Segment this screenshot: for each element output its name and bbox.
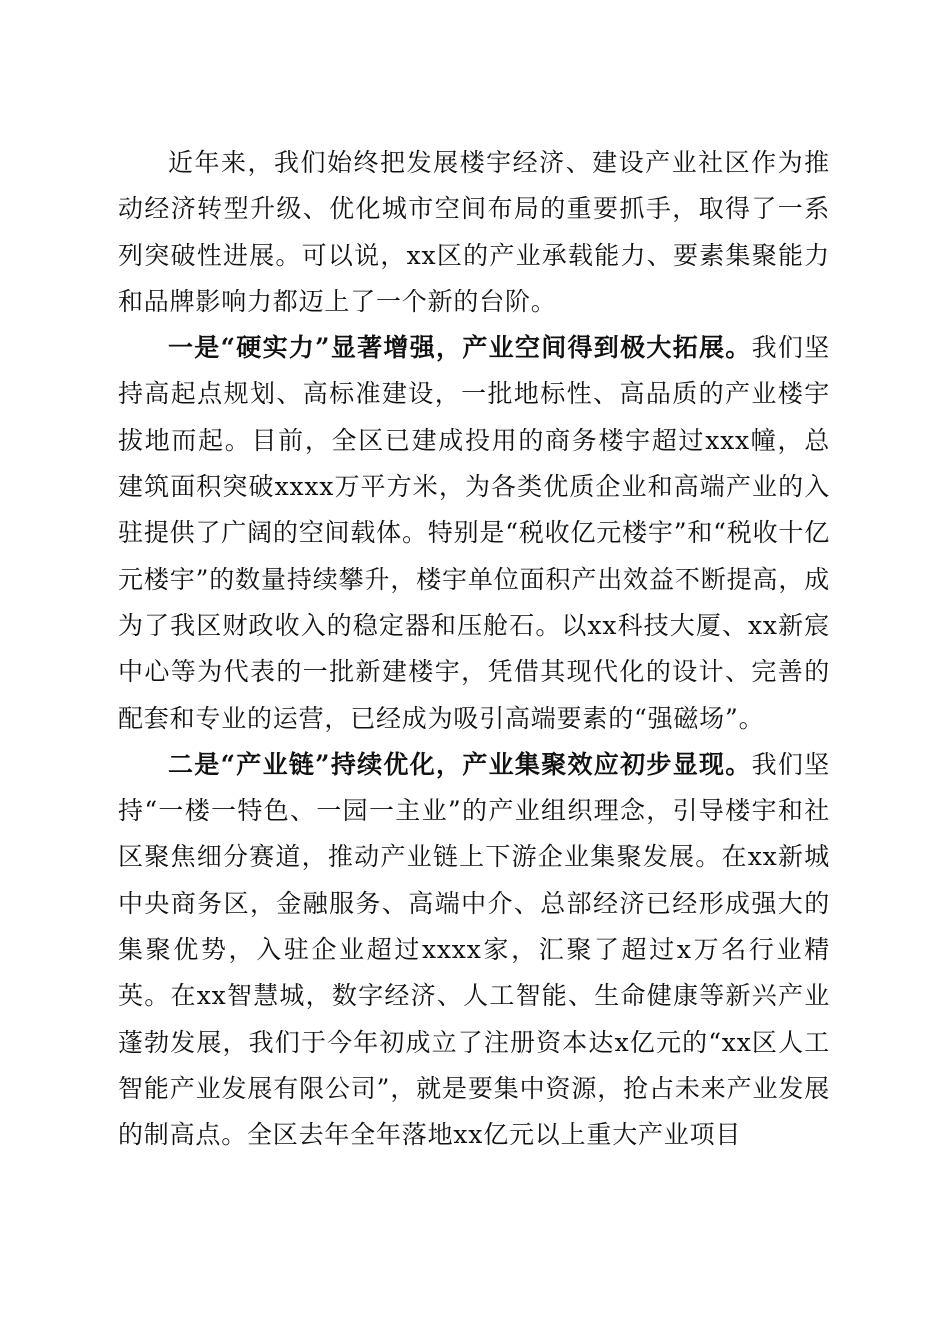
paragraph-industry-chain: [118, 742, 830, 1159]
paragraph-hard-power: [118, 325, 830, 742]
paragraph-intro-text: 近年来，我们始终把发展楼宇经济、建设产业社区作为推动经济转型升级、优化城市空间布局的重要抓手，取得了一系列突破性进展。可以说，xx区的产业承载能力、要素集聚能力和品牌影响力都迈上了一个新的台阶。: [118, 148, 830, 316]
document-body: [118, 140, 830, 1159]
paragraph-intro: [118, 140, 830, 325]
paragraph-hard-power-lead: 一是“硬实力”显著增强，产业空间得到极大拓展。: [168, 333, 752, 363]
paragraph-hard-power-text: 我们坚持高起点规划、高标准建设，一批地标性、高品质的产业楼宇拔地而起。目前，全区已建成投用的商务楼宇超过xxx幢，总建筑面积突破xxxx万平方米，为各类优质企业和高端产业的入驻提供了广阔的空间载体。特别是“税收亿元楼宇”和“税收十亿元楼宇”的数量持续攀升，楼宇单位面积产出效益不断提高，成为了我区财政收入的稳定器和压舱石。以xx科技大厦、xx新宸中心等为代表的一批新建楼宇，凭借其现代化的设计、完善的配套和专业的运营，已经成为吸引高端要素的“强磁场”。: [118, 333, 830, 733]
paragraph-industry-chain-text: 我们坚持“一楼一特色、一园一主业”的产业组织理念，引导楼宇和社区聚焦细分赛道，推动产业链上下游企业集聚发展。在xx新城中央商务区，金融服务、高端中介、总部经济已经形成强大的集聚优势，入驻企业超过xxxx家，汇聚了超过x万名行业精英。在xx智慧城，数字经济、人工智能、生命健康等新兴产业蓬勃发展，我们于今年初成立了注册资本达x亿元的“xx区人工智能产业发展有限公司”，就是要集中资源，抢占未来产业发展的制高点。全区去年全年落地xx亿元以上重大产业项目: [118, 749, 830, 1150]
paragraph-industry-chain-lead: 二是“产业链”持续优化，产业集聚效应初步显现。: [168, 749, 752, 779]
